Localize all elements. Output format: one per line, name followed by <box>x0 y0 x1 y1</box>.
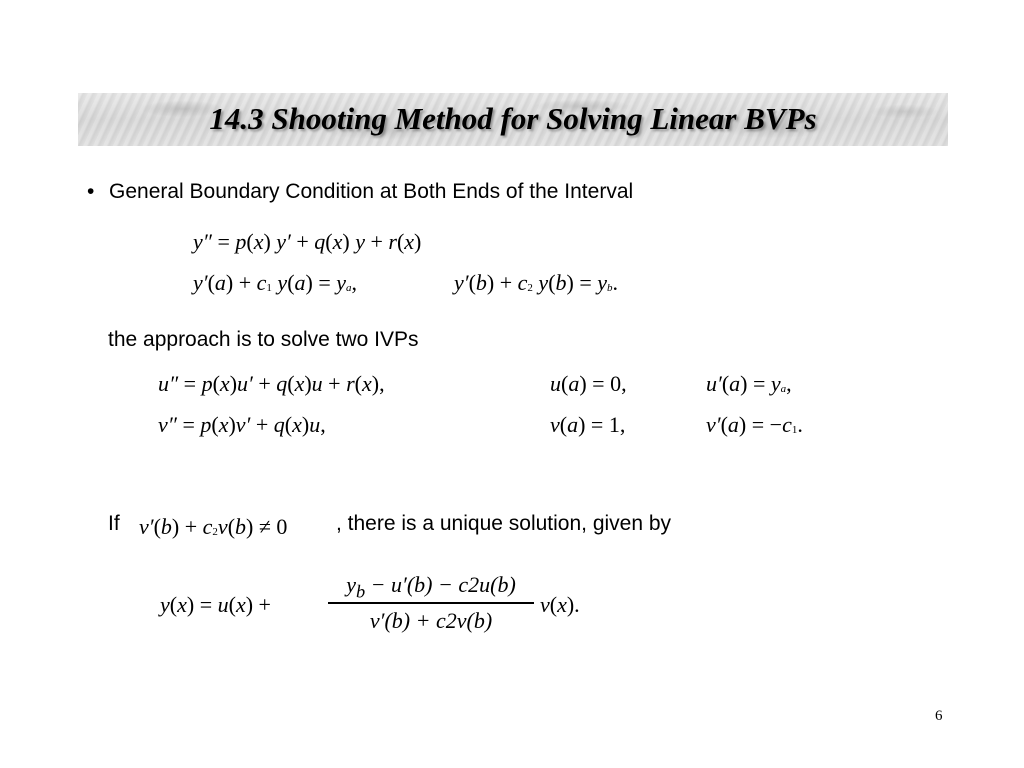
title-banner <box>78 93 948 146</box>
ode-equation-text: y″ = p(x) y′ + q(x) y + r(x) <box>193 229 422 254</box>
boundary-condition-left <box>193 270 357 296</box>
unique-solution-text: , there is a unique solution, given by <box>336 512 672 535</box>
ivp-u-initial-value: u(a) = 0, <box>550 371 627 396</box>
if-label: If <box>108 512 120 535</box>
approach-text: the approach is to solve two IVPs <box>108 328 419 351</box>
boundary-condition-right-text: y′(b) + c2 $y(b) = y_b$. <box>454 270 619 295</box>
solution-fraction <box>328 570 534 636</box>
boundary-condition-left-text: y′(a) + c1 $y(a) = y_a$, <box>193 270 358 295</box>
ivp-u-equation: u″ = p(x)u′ + q(x)u + r(x), <box>158 371 385 396</box>
slide-title: 14.3 Shooting Method for Solving Linear BVPs <box>209 101 817 136</box>
ivp-v-initial-value: v(a) = 1, <box>550 412 626 437</box>
bullet-text: General Boundary Condition at Both Ends of the Interval <box>109 180 634 203</box>
page-number: 6 <box>935 708 943 724</box>
fraction-bar <box>328 602 534 604</box>
solution-rhs: v(x). <box>540 592 580 617</box>
uniqueness-condition: v′(b) + c2v(b) ≠ 0 <box>139 514 288 539</box>
solution-denominator: v′(b) + c2v(b) <box>369 607 493 633</box>
solution-numerator: $y_b - u'(b) - c2u(b)$ <box>346 572 516 602</box>
bullet-dot-icon: • <box>87 180 95 203</box>
ivp-u-initial-slope: $u'(a) = y_a$, <box>706 371 792 396</box>
ivp-v-initial-slope: v′(a) = −c1. <box>706 412 803 437</box>
boundary-condition-right <box>454 270 618 296</box>
solution-lhs: y(x) = u(x) + <box>160 592 271 617</box>
ode-equation <box>193 229 421 255</box>
ivp-v-equation: v″ = p(x)v′ + q(x)u, <box>158 412 326 437</box>
bullet-item <box>87 180 633 204</box>
